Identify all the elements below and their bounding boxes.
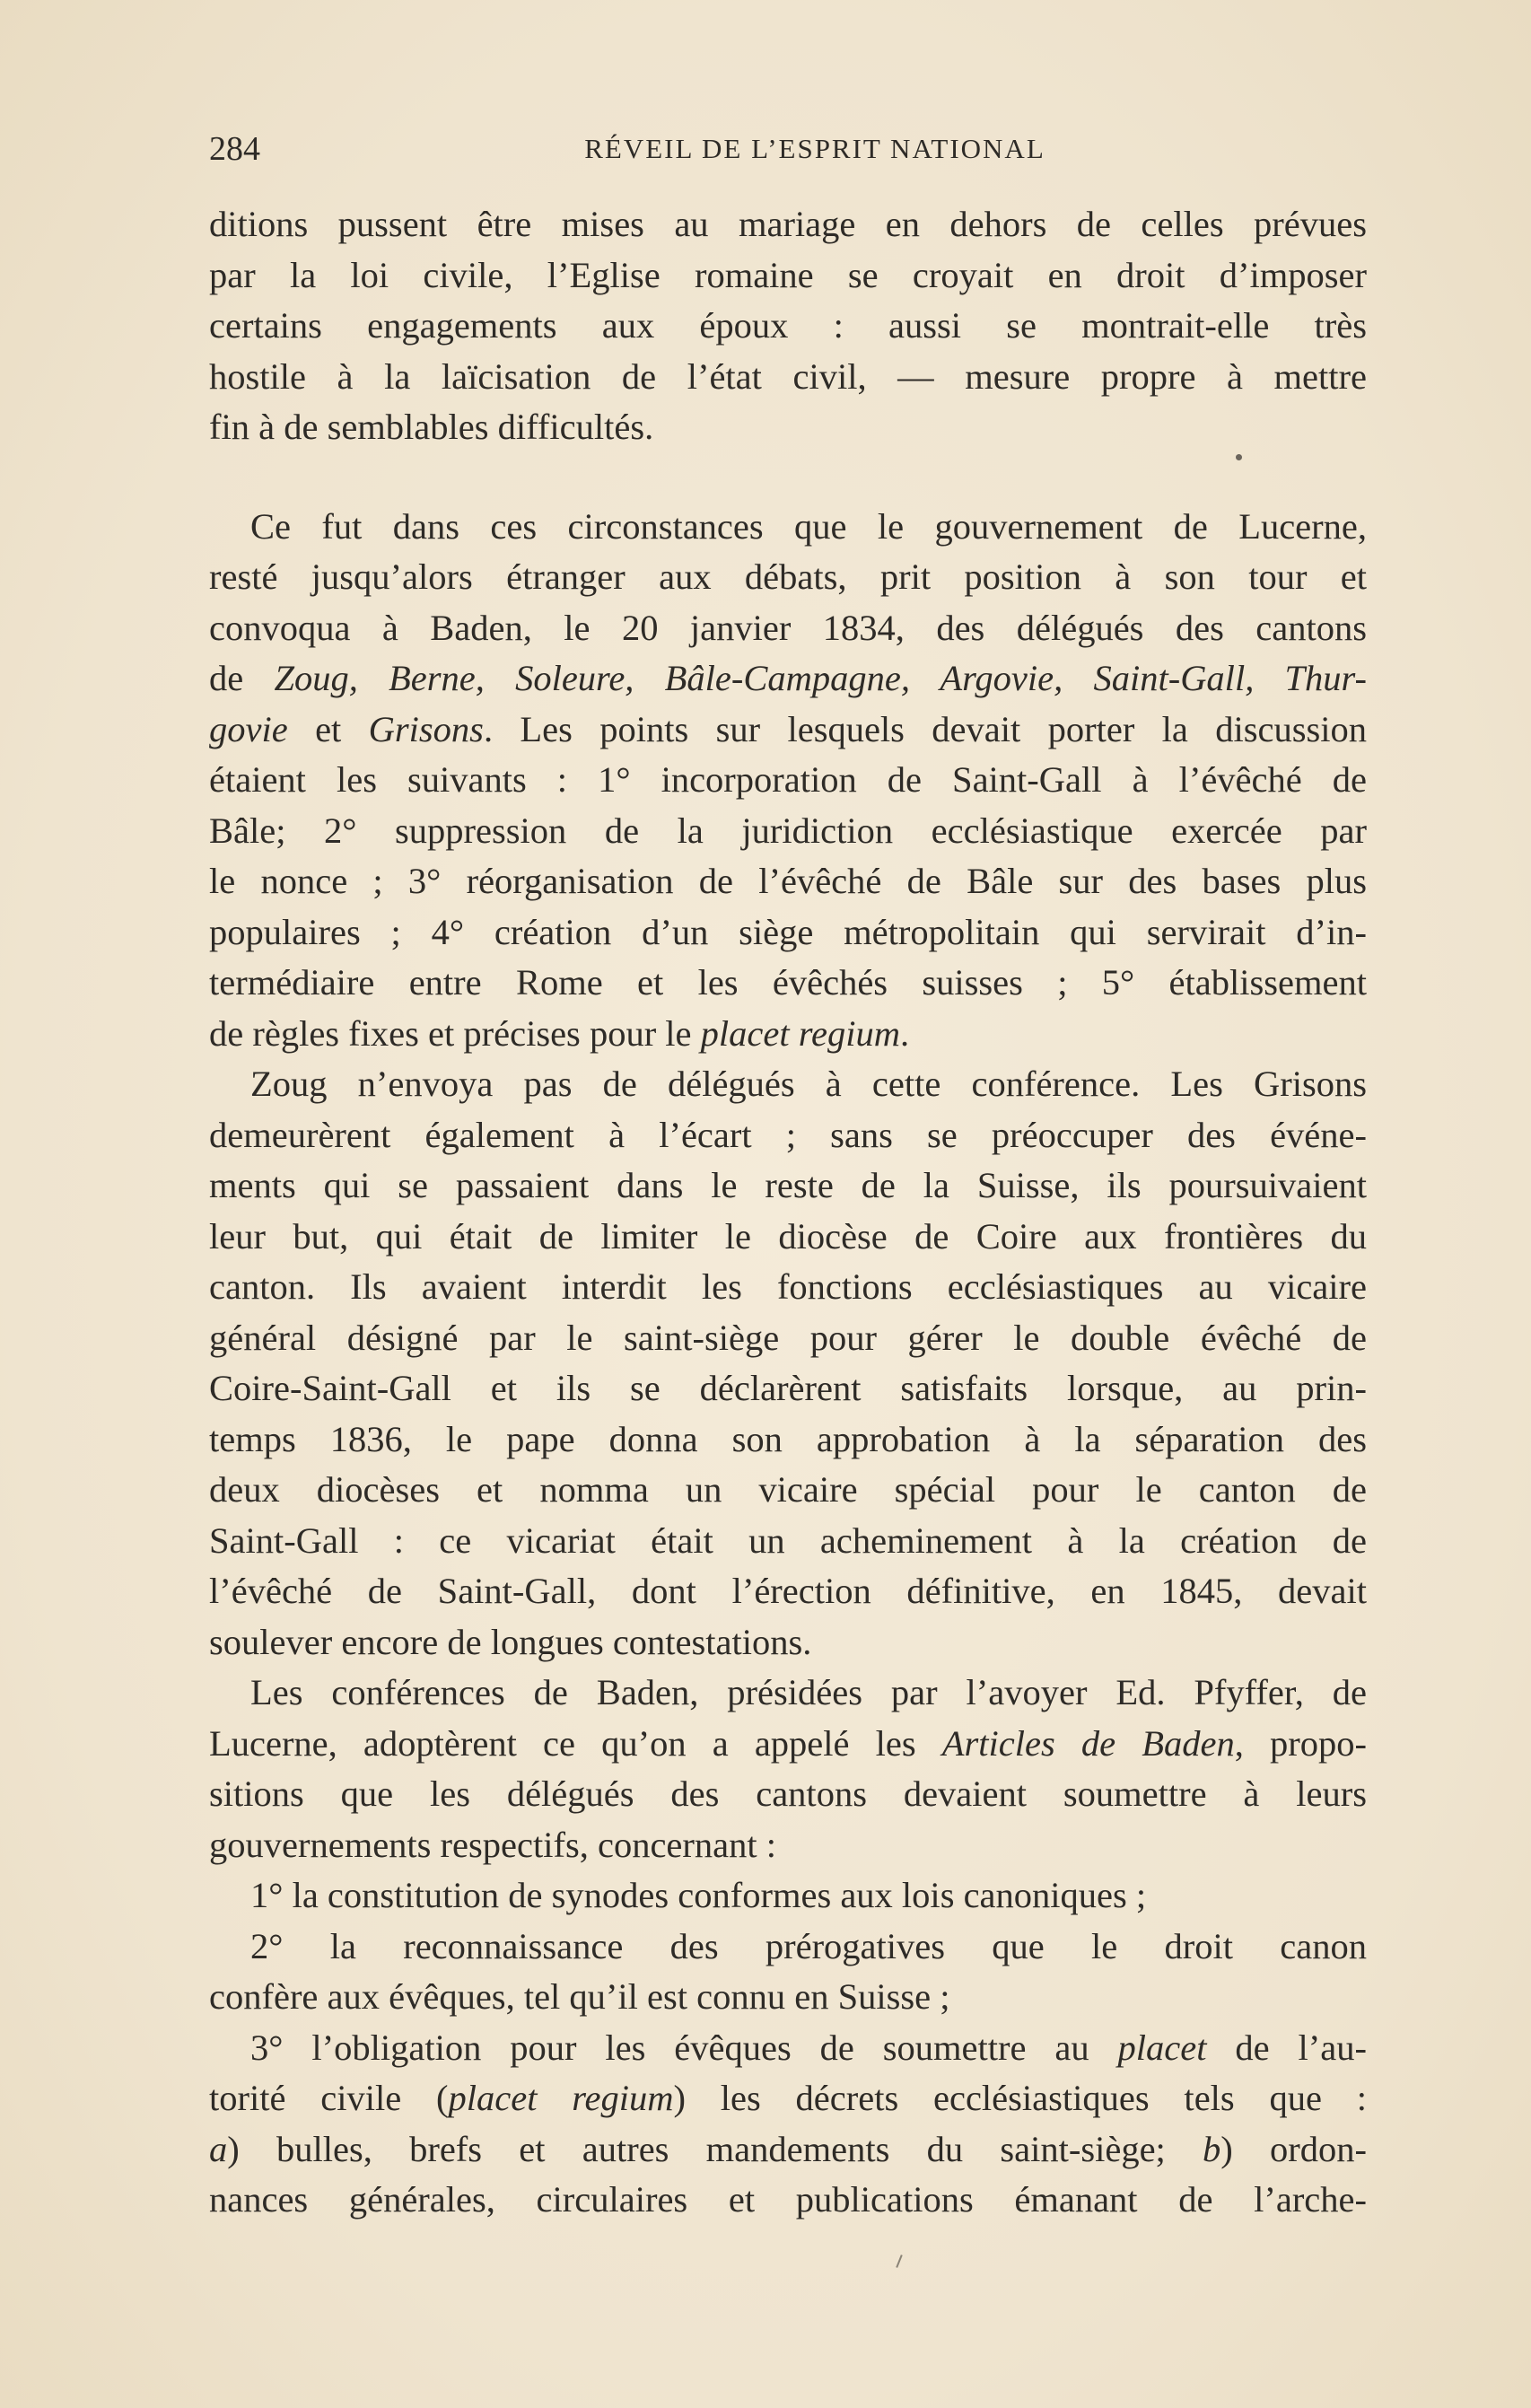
text-run: 3° l’obligation pour les évêques de soumettre au (250, 2027, 1118, 2068)
text-line: ditions pussent être mises au mariage en dehors de celles prévues (209, 204, 1367, 244)
stray-pencil-mark (896, 2255, 902, 2268)
text-line: deux diocèses et nomma un vicaire spécial pour le canton de (209, 1469, 1367, 1510)
text-line: sitions que les délégués des cantons devaient soumettre à leurs (209, 1773, 1367, 1814)
text-line: leur but, qui était de limiter le diocèse de Coire aux frontières du (209, 1215, 1367, 1257)
text-line: général désigné par le saint-siège pour gérer le double évêché de (209, 1317, 1367, 1358)
text-line: soulever encore de longues contestations. (209, 1621, 812, 1662)
text-run: de (209, 658, 275, 698)
text-line: Saint-Gall : ce vicariat était un acheminement à la création de (209, 1519, 1367, 1561)
text-line: gouvernements respectifs, concernant : (209, 1824, 777, 1865)
list-item-3 (209, 2023, 1367, 2226)
latin-term: placet regium (700, 1012, 900, 1054)
page-number: 284 (209, 130, 260, 168)
text-line: temps 1836, le pape donna son approbation à la séparation des (209, 1418, 1367, 1459)
text-line: Les conférences de Baden, présidées par l’avoyer Ed. Pfyffer, de (250, 1672, 1367, 1712)
running-title: RÉVEIL DE L’ESPRIT NATIONAL (584, 133, 1045, 164)
text-line (209, 2023, 1367, 2074)
text-line (209, 705, 1367, 756)
text-line: par la loi civile, l’Eglise romaine se croyait en droit d’imposer (209, 254, 1367, 295)
text-line (209, 653, 1367, 705)
text-line (209, 1719, 1367, 1770)
latin-term: placet regium (448, 2078, 674, 2118)
text-line: le nonce ; 3° réorganisation de l’évêché de Bâle sur des bases plus (209, 861, 1367, 901)
list-letter: b (1203, 2128, 1221, 2169)
text-line: fin à de semblables difficultés. (209, 407, 654, 447)
text-run: ) les décrets ecclésiastiques tels que : (673, 2078, 1367, 2118)
text-line (209, 1009, 1367, 1060)
text-line: Zoug n’envoya pas de délégués à cette conférence. Les Grisons (250, 1064, 1367, 1104)
text-line: Ce fut dans ces circonstances que le gouvernement de Lucerne, (250, 505, 1367, 547)
text-line: nances générales, circulaires et publications émanant de l’arche- (209, 2179, 1367, 2220)
place-name: govie (209, 708, 288, 749)
text-run: torité civile ( (209, 2078, 449, 2118)
text-run: . (900, 1012, 910, 1054)
text-run: Lucerne, adoptèrent ce qu’on a appelé les (209, 1722, 942, 1764)
paragraph-1 (209, 199, 1367, 453)
paragraph-2 (209, 502, 1367, 1060)
text-line: populaires ; 4° création d’un siège métropolitain qui servirait d’in- (209, 911, 1367, 952)
place-names: Zoug, Berne, Soleure, Bâle-Campagne, Argovie, Saint-Gall, Thur- (274, 658, 1367, 698)
text-line: étaient les suivants : 1° incorporation de Saint-Gall à l’évêché de (209, 759, 1367, 800)
text-line: l’évêché de Saint-Gall, dont l’érection définitive, en 1845, devait (209, 1571, 1367, 1611)
text-line: resté jusqu’alors étranger aux débats, prit position à son tour et (209, 556, 1367, 597)
list-item-2 (209, 1922, 1367, 2023)
text-line: canton. Ils avaient interdit les fonctions ecclésiastiques au vicaire (209, 1266, 1367, 1307)
text-run: . Les points sur lesquels devait porter la discussion (483, 708, 1367, 749)
text-line: demeurèrent également à l’écart ; sans se préoccuper des événe- (209, 1114, 1367, 1155)
stray-ink-dot (1236, 454, 1242, 460)
text-run: ) bulles, brefs et autres mandements du saint-siège; (227, 2128, 1203, 2169)
paragraph-3 (209, 1059, 1367, 1668)
text-line: confère aux évêques, tel qu’il est connu en Suisse ; (209, 1976, 950, 2017)
list-item-1 (209, 1870, 1367, 1922)
text-line: Coire-Saint-Gall et ils se déclarèrent satisfaits lorsque, au prin- (209, 1368, 1367, 1408)
text-run: et (287, 708, 369, 749)
text-line: Bâle; 2° suppression de la juridiction ecclésiastique exercée par (209, 810, 1367, 851)
text-line: hostile à la laïcisation de l’état civil, — mesure propre à mettre (209, 355, 1367, 397)
paragraph-4 (209, 1668, 1367, 1870)
place-name: Grisons (368, 708, 484, 749)
section-break (209, 453, 1367, 502)
latin-term: placet (1117, 2027, 1207, 2068)
text-line (209, 2073, 1367, 2124)
body-text (209, 199, 1367, 2226)
text-line: certains engagements aux époux : aussi se montrait-elle très (209, 305, 1367, 346)
text-line (209, 2124, 1367, 2176)
text-line: convoqua à Baden, le 20 janvier 1834, des délégués des cantons (209, 607, 1367, 648)
text-line: termédiaire entre Rome et les évêchés suisses ; 5° établissement (209, 962, 1367, 1003)
page-header (209, 124, 1367, 174)
list-letter: a (209, 2128, 228, 2169)
text-line: ments qui se passaient dans le reste de la Suisse, ils poursuivaient (209, 1165, 1367, 1205)
text-run: , propo- (1234, 1722, 1367, 1764)
text-run: ) ordon- (1220, 2128, 1367, 2169)
document-title: Articles de Baden (941, 1722, 1235, 1764)
text-line: 1° la constitution de synodes conformes aux lois canoniques ; (250, 1875, 1147, 1915)
text-run: de l’au- (1206, 2027, 1367, 2068)
text-line: 2° la reconnaissance des prérogatives que le droit canon (250, 1925, 1367, 1966)
text-run: de règles fixes et précises pour le (209, 1012, 701, 1054)
